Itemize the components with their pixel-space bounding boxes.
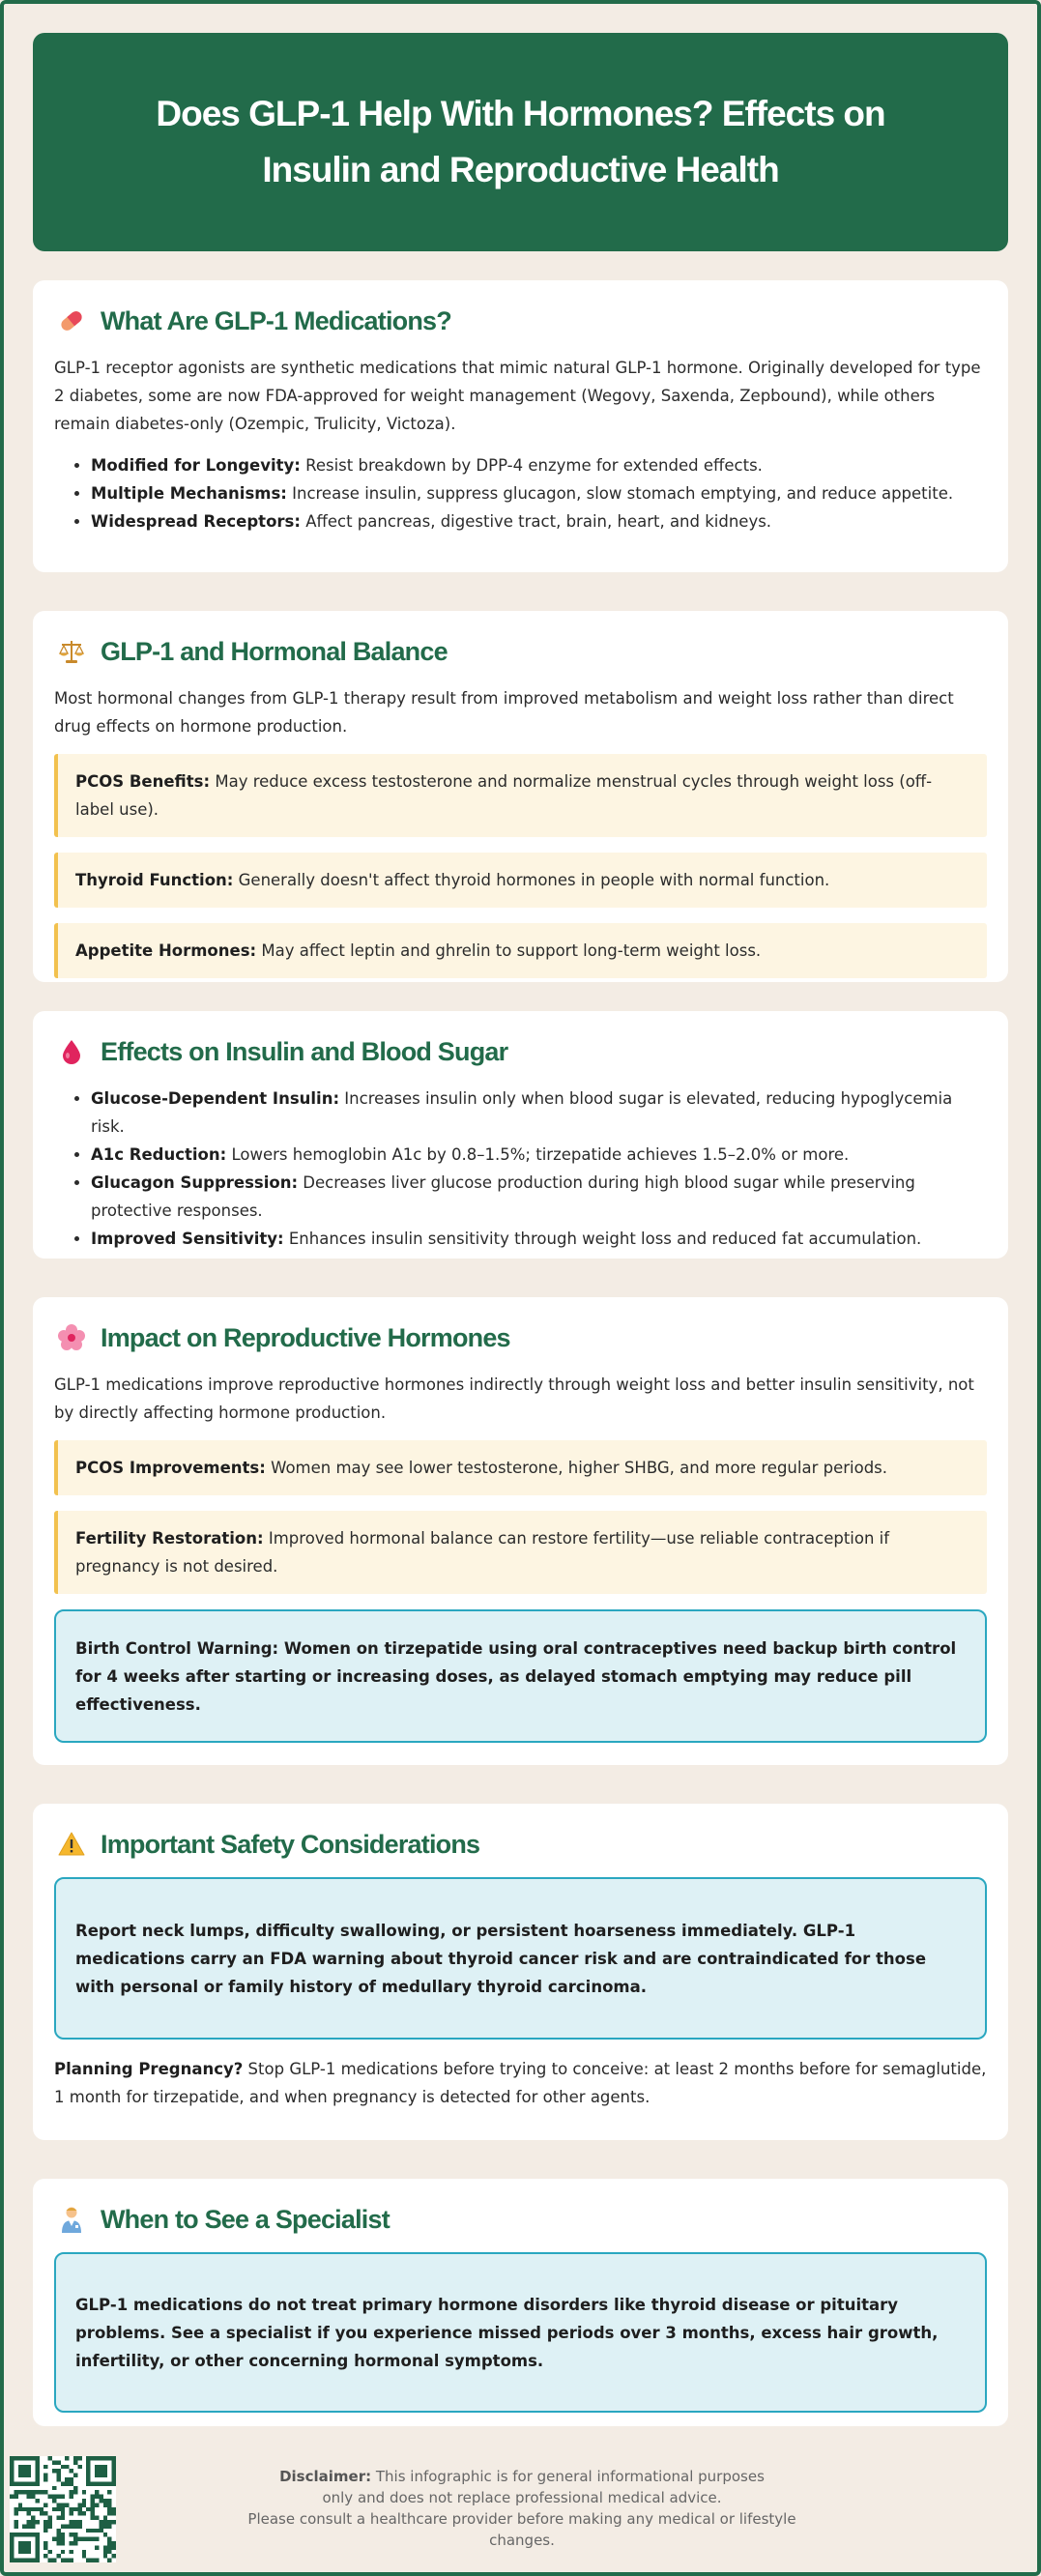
doctor-icon xyxy=(54,2202,89,2237)
card-insulin xyxy=(33,1011,1008,1259)
card-title-row xyxy=(54,632,987,671)
feature-list xyxy=(91,1085,987,1253)
footer xyxy=(0,2441,1041,2576)
page-header xyxy=(33,33,1008,251)
section-title: Important Safety Considerations xyxy=(101,1829,480,1859)
note-pcos-improvements: PCOS Improvements: Women may see lower testosterone, higher SHBG, and more regular periods. xyxy=(54,1440,987,1495)
flower-icon xyxy=(54,1320,89,1355)
note-appetite-hormones: Appetite Hormones: May affect leptin and ghrelin to support long-term weight loss. xyxy=(54,923,987,978)
card-title-row xyxy=(54,1032,987,1071)
pill-icon xyxy=(54,304,89,338)
feature-list xyxy=(91,451,987,535)
pregnancy-note: Planning Pregnancy? Stop GLP-1 medications before trying to conceive: at least 2 months before for semaglutide, 1 month for tirzepatide, and when pregnancy is detected for other agents. xyxy=(54,2060,987,2106)
list-item: • A1c Reduction: Lowers hemoglobin A1c by 0.8–1.5%; tirzepatide achieves 1.5–2.0% or more. xyxy=(91,1141,987,1169)
section-intro: GLP-1 medications improve reproductive hormones indirectly through weight loss and better insulin sensitivity, not by directly affecting hormone production. xyxy=(54,1375,974,1422)
card-title-row xyxy=(54,2200,987,2239)
note-pcos-benefits: PCOS Benefits: May reduce excess testosterone and normalize menstrual cycles through weight loss (off-label use). xyxy=(54,754,987,837)
card-title-row xyxy=(54,1825,987,1864)
list-item: • Glucagon Suppression: Decreases liver glucose production during high blood sugar while preserving protective responses. xyxy=(91,1169,987,1225)
warning-icon xyxy=(54,1827,89,1862)
section-intro: Most hormonal changes from GLP-1 therapy result from improved metabolism and weight loss rather than direct drug effects on hormone production. xyxy=(54,689,954,736)
qr-code-icon[interactable] xyxy=(10,2456,116,2562)
list-item: • Widespread Receptors: Affect pancreas, digestive tract, brain, heart, and kidneys. xyxy=(91,507,987,535)
thyroid-warning: Report neck lumps, difficulty swallowing, or persistent hoarseness immediately. GLP-1 medications carry an FDA warning about thyroid cancer risk and are contraindicated for those with personal or family history of medullary thyroid carcinoma. xyxy=(54,1877,987,2040)
note-fertility-restoration: Fertility Restoration: Improved hormonal balance can restore fertility—use reliable contraception if pregnancy is not desired. xyxy=(54,1511,987,1594)
card-reproductive xyxy=(33,1297,1008,1765)
disclaimer: Disclaimer: This infographic is for general informational purposes only and does not replace professional medical advice. Please consult a healthcare provider before making any medical or lifestyle changes. xyxy=(247,2468,796,2549)
section-title: GLP-1 and Hormonal Balance xyxy=(101,636,448,666)
card-hormonal-balance xyxy=(33,611,1008,982)
card-title-row xyxy=(54,1318,987,1357)
card-title-row xyxy=(54,302,987,340)
birth-control-warning: Birth Control Warning: Women on tirzepatide using oral contraceptives need backup birth control for 4 weeks after starting or increasing doses, as delayed stomach emptying may reduce pill effectiveness. xyxy=(54,1609,987,1743)
list-item: • Glucose-Dependent Insulin: Increases insulin only when blood sugar is elevated, reducing hypoglycemia risk. xyxy=(91,1085,987,1141)
list-item: • Modified for Longevity: Resist breakdown by DPP-4 enzyme for extended effects. xyxy=(91,451,987,479)
section-title: Impact on Reproductive Hormones xyxy=(101,1322,510,1352)
page-title: Does GLP-1 Help With Hormones? Effects on Insulin and Reproductive Health xyxy=(156,94,885,189)
section-title: What Are GLP-1 Medications? xyxy=(101,305,451,335)
list-item: • Multiple Mechanisms: Increase insulin, suppress glucagon, slow stomach emptying, and reduce appetite. xyxy=(91,479,987,507)
section-title: Effects on Insulin and Blood Sugar xyxy=(101,1036,508,1066)
balance-scale-icon xyxy=(54,634,89,669)
note-thyroid-function: Thyroid Function: Generally doesn't affect thyroid hormones in people with normal function. xyxy=(54,853,987,908)
section-title: When to See a Specialist xyxy=(101,2204,390,2234)
specialist-advice: GLP-1 medications do not treat primary hormone disorders like thyroid disease or pituitary problems. See a specialist if you experience missed periods over 3 months, excess hair growth, infertility, or other concerning hormonal symptoms. xyxy=(54,2252,987,2413)
card-medications xyxy=(33,280,1008,572)
section-intro: GLP-1 receptor agonists are synthetic medications that mimic natural GLP-1 hormone. Originally developed for type 2 diabetes, some are now FDA-approved for weight management (Wegovy, Saxenda, Zepbound), while others remain diabetes-only (Ozempic, Trulicity, Victoza). xyxy=(54,359,981,433)
card-safety xyxy=(33,1804,1008,2140)
list-item: • Improved Sensitivity: Enhances insulin sensitivity through weight loss and reduced fat accumulation. xyxy=(91,1225,987,1253)
card-specialist xyxy=(33,2179,1008,2426)
blood-drop-icon xyxy=(54,1034,89,1069)
